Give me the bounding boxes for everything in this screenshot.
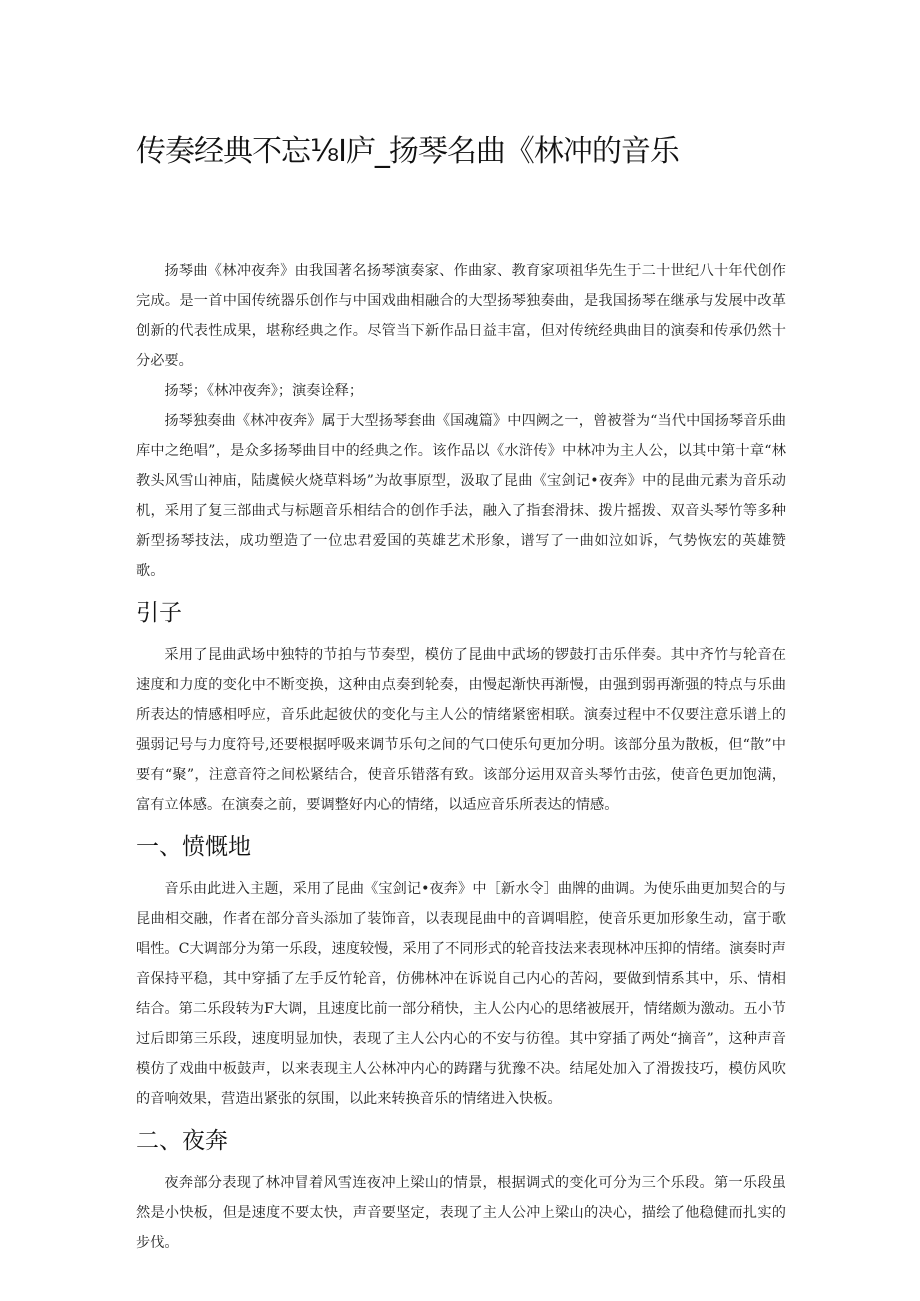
abstract-paragraph: 扬琴曲《林冲夜奔》由我国著名扬琴演奏家、作曲家、教育家项祖华先生于二十世纪八十年代创作完成。是一首中国传统器乐创作与中国戏曲相融合的大型扬琴独奏曲，是我国扬琴在继承与发展中改革创新的代表性成果，堪称经典之作。尽管当下新作品日益丰富，但对传统经典曲目的演奏和传承仍然十分必要。 [136, 263, 786, 369]
intro-paragraph: 扬琴独奏曲《林冲夜奔》属于大型扬琴套曲《国魂篇》中四阙之一，曾被誉为“当代中国扬琴音乐曲库中之绝唱”，是众多扬琴曲目中的经典之作。该作品以《水浒传》中林冲为主人公，以其中第十章“林教头风雪山神庙，陆虞候火烧草料场”为故事原型，汲取了昆曲《宝剑记•夜奔》中的昆曲元素为音乐动机，采用了复三部曲式与标题音乐相结合的创作手法，融入了指套滑抹、拨片摇拨、双音头琴竹等多种新型扬琴技法，成功塑造了一位忠君爱国的英雄艺术形象，谱写了一曲如泣如诉，气势恢宏的英雄赞歌。 [136, 413, 786, 579]
section-paragraph-intro: 采用了昆曲武场中独特的节拍与节奏型，模仿了昆曲中武场的锣鼓打击乐伴奏。其中齐竹与轮音在速度和力度的变化中不断变换，这种由点奏到轮奏，由慢起渐快再渐慢，由强到弱再渐强的特点与乐曲所表达的情感相呼应，音乐此起彼伏的变化与主人公的情绪紧密相联。演奏过程中不仅要注意乐谱上的强弱记号与力度符号,还要根据呼吸来调节乐句之间的气口使乐句更加分明。该部分虽为散板，但“散”中要有“聚”，注意音符之间松紧结合，使音乐错落有致。该部分运用双音头琴竹击弦，使音色更加饱满，富有立体感。在演奏之前，要调整好内心的情绪，以适应音乐所表达的情感。 [136, 647, 786, 813]
section-heading-indignant: 一、愤慨地 [136, 834, 251, 860]
section-paragraph-indignant: 音乐由此进入主题，采用了昆曲《宝剑记•夜奔》中［新水令］曲牌的曲调。为使乐曲更加契合的与昆曲相交融，作者在部分音头添加了装饰音，以表现昆曲中的音调唱腔，使音乐更加形象生动，富于歌唱性。C大调部分为第一乐段，速度较慢，采用了不同形式的轮音技法来表现林冲压抑的情绪。演奏时声音保持平稳，其中穿插了左手反竹轮音，仿佛林冲在诉说自己内心的苦闷，要做到情系其中，乐、情相结合。第二乐段转为F大调，且速度比前一部分稍快，主人公内心的思绪被展开，情绪颇为激动。五小节过后即第三乐段，速度明显加快，表现了主人公内心的不安与彷徨。其中穿插了两处“摘音”，这种声音模仿了戏曲中板鼓声，以来表现主人公林冲内心的踌躇与犹豫不决。结尾处加入了滑拨技巧，模仿风吹的音响效果，营造出紧张的氛围，以此来转换音乐的情绪进入快板。 [136, 881, 786, 1107]
section-heading-night-run: 二、夜奔 [136, 1128, 228, 1154]
document-title: 传奏经典不忘⅛I庐_扬琴名曲《林冲的音乐 [136, 134, 679, 169]
section-paragraph-night-run: 夜奔部分表现了林冲冒着风雪连夜冲上梁山的情景，根据调式的变化可分为三个乐段。第一乐段虽然是小快板，但是速度不要太快，声音要坚定，表现了主人公冲上梁山的决心，描绘了他稳健而扎实的步伐。 [136, 1175, 786, 1251]
document-body [136, 256, 786, 1258]
keywords-line: 扬琴；《林冲夜奔》；演奏诠释； [164, 383, 364, 399]
section-heading-intro: 引子 [136, 600, 182, 626]
